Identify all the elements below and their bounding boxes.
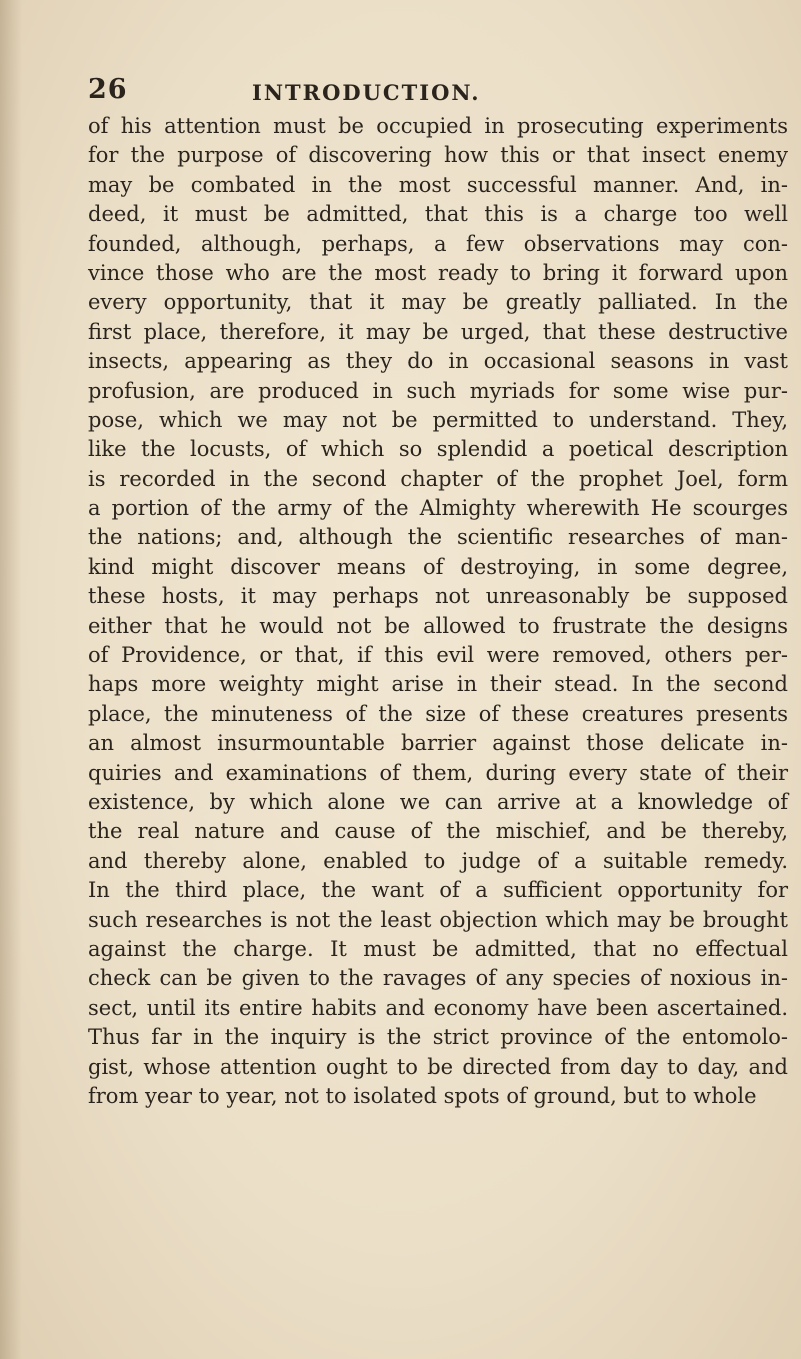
text-line: is recorded in the second chapter of the prophet Joel, form bbox=[88, 466, 788, 491]
text-line: and thereby alone, enabled to judge of a suitable remedy. bbox=[88, 848, 788, 873]
text-line: for the purpose of discovering how this or that insect enemy bbox=[88, 143, 788, 168]
text-line: insects, appearing as they do in occasional seasons in vast bbox=[88, 349, 788, 374]
page-header bbox=[88, 74, 728, 114]
text-line: gist, whose attention ought to be directed from day to day, and bbox=[88, 1054, 788, 1079]
text-line: check can be given to the ravages of any species of noxious in- bbox=[88, 966, 788, 991]
text-line: these hosts, it may perhaps not unreasonably be supposed bbox=[88, 584, 788, 609]
text-line: first place, therefore, it may be urged, that these destructive bbox=[88, 319, 788, 344]
text-line: quiries and examinations of them, during every state of their bbox=[88, 760, 788, 785]
text-line: vince those who are the most ready to bring it forward upon bbox=[88, 260, 788, 285]
spine-shadow bbox=[0, 0, 22, 1359]
text-line: of his attention must be occupied in prosecuting experiments bbox=[88, 114, 788, 138]
text-line: place, the minuteness of the size of these creatures presents bbox=[88, 701, 788, 726]
text-line: Thus far in the inquiry is the strict province of the entomolo- bbox=[88, 1025, 788, 1050]
running-head: INTRODUCTION. bbox=[252, 80, 481, 105]
text-line: against the charge. It must be admitted, that no effectual bbox=[88, 936, 788, 961]
text-line: existence, by which alone we can arrive at a knowledge of bbox=[88, 789, 788, 814]
body-text bbox=[88, 112, 788, 1111]
page-number: 26 bbox=[88, 74, 128, 105]
text-line: the real nature and cause of the mischief, and be thereby, bbox=[88, 819, 788, 844]
text-line: haps more weighty might arise in their stead. In the second bbox=[88, 672, 788, 697]
text-line: pose, which we may not be permitted to understand. They, bbox=[88, 407, 788, 432]
text-line: In the third place, the want of a sufficient opportunity for bbox=[88, 878, 788, 903]
text-line: profusion, are produced in such myriads for some wise pur- bbox=[88, 378, 788, 403]
text-line: deed, it must be admitted, that this is a charge too well bbox=[88, 202, 788, 227]
text-line: sect, until its entire habits and economy have been ascertained. bbox=[88, 995, 788, 1020]
text-line: of Providence, or that, if this evil were removed, others per- bbox=[88, 643, 788, 668]
text-line: every opportunity, that it may be greatly palliated. In the bbox=[88, 290, 788, 315]
text-line: from year to year, not to isolated spots of ground, but to whole bbox=[88, 1083, 757, 1108]
text-line: a portion of the army of the Almighty wherewith He scourges bbox=[88, 496, 788, 521]
text-line: such researches is not the least objection which may be brought bbox=[88, 907, 788, 932]
text-line: either that he would not be allowed to frustrate the designs bbox=[88, 613, 788, 638]
text-line: may be combated in the most successful manner. And, in- bbox=[88, 172, 788, 197]
text-line: the nations; and, although the scientific researches of man- bbox=[88, 525, 788, 550]
text-line: like the locusts, of which so splendid a poetical description bbox=[88, 437, 788, 462]
text-line: founded, although, perhaps, a few observations may con- bbox=[88, 231, 788, 256]
text-line: an almost insurmountable barrier against those delicate in- bbox=[88, 731, 788, 756]
text-line: kind might discover means of destroying, in some degree, bbox=[88, 554, 788, 579]
